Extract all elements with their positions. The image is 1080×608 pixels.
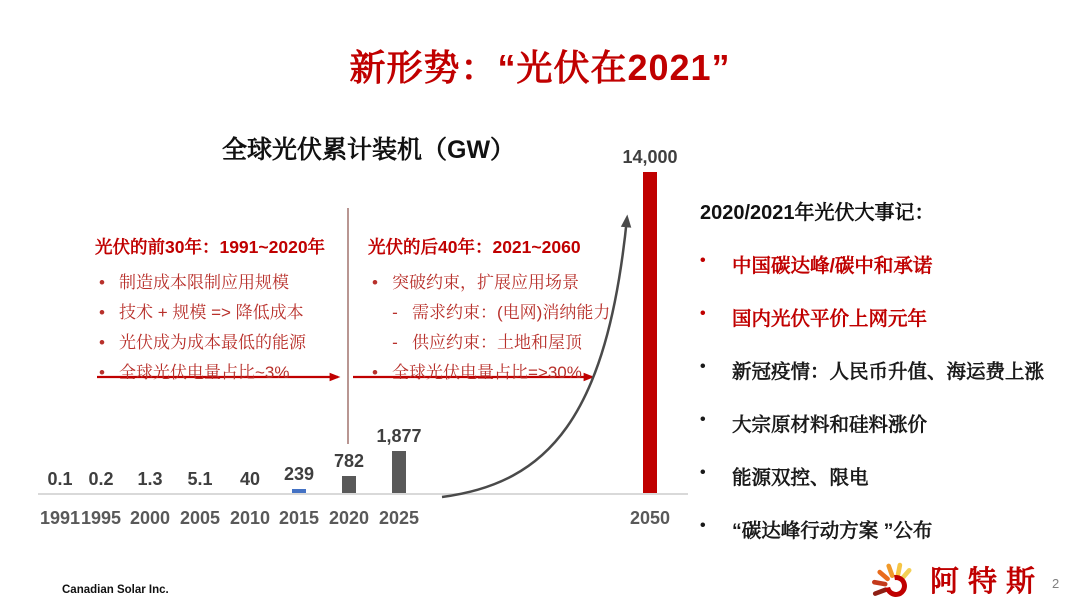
bar-value-label: 0.1 bbox=[47, 469, 73, 489]
bullet-marker: • bbox=[700, 358, 706, 375]
bullet-text: 国内光伏平价上网元年 bbox=[732, 308, 928, 330]
bullet-text: 全球光伏电量占比=>30% bbox=[392, 363, 582, 382]
era-box-bullet-list bbox=[368, 268, 613, 388]
x-axis-tick-label: 2015 bbox=[278, 508, 320, 528]
bullet-marker: - bbox=[392, 333, 398, 352]
events-list bbox=[700, 250, 1072, 543]
bar-2050 bbox=[643, 172, 657, 494]
era-box-bullet-list bbox=[95, 268, 357, 388]
bullet-text: 突破约束，扩展应用场景 bbox=[392, 273, 579, 292]
bar-value-label: 14,000 bbox=[622, 147, 678, 167]
canadian-solar-sun-logo-icon bbox=[866, 556, 920, 602]
page-number: 2 bbox=[1052, 576, 1060, 591]
list-item bbox=[700, 356, 1072, 384]
bullet-text: 能源双控、限电 bbox=[732, 467, 869, 489]
list-item bbox=[95, 358, 357, 388]
bullet-marker: • bbox=[99, 363, 105, 382]
list-item bbox=[368, 298, 613, 328]
bullet-marker: • bbox=[700, 411, 706, 428]
events-header: 2020/2021年光伏大事记： bbox=[700, 202, 935, 224]
era-box-next-40-years bbox=[368, 234, 613, 388]
bullet-text: 光伏成为成本最低的能源 bbox=[119, 333, 306, 352]
bullet-text: 全球光伏电量占比~3% bbox=[119, 363, 290, 382]
bullet-text: 技术 + 规模 => 降低成本 bbox=[119, 303, 304, 322]
x-axis-tick-label: 2000 bbox=[129, 508, 171, 528]
x-axis-tick-label: 1995 bbox=[80, 508, 122, 528]
era-box-first-30-years bbox=[95, 234, 357, 388]
bar-value-label: 1,877 bbox=[376, 426, 422, 446]
list-item bbox=[700, 250, 1072, 278]
list-item bbox=[368, 358, 613, 388]
footer-brand bbox=[866, 556, 1044, 602]
x-axis-tick-label: 2025 bbox=[378, 508, 420, 528]
bullet-marker: - bbox=[392, 303, 398, 322]
bullet-marker: • bbox=[99, 303, 105, 322]
footer-brand-name: 阿特斯 bbox=[930, 565, 1045, 598]
bullet-marker: • bbox=[372, 273, 378, 292]
chart-title: 全球光伏累计装机（GW） bbox=[222, 136, 516, 164]
bullet-marker: • bbox=[700, 252, 706, 269]
era-box-title: 光伏的前30年：1991~2020年 bbox=[95, 237, 326, 257]
bullet-marker: • bbox=[700, 517, 706, 534]
x-axis-tick-label: 1991 bbox=[39, 508, 81, 528]
bullet-marker: • bbox=[99, 273, 105, 292]
bar-value-label: 5.1 bbox=[187, 469, 213, 489]
bar-value-label: 1.3 bbox=[137, 469, 163, 489]
bar-value-label: 0.2 bbox=[88, 469, 114, 489]
bar-2015 bbox=[292, 489, 306, 494]
bullet-text: 中国碳达峰/碳中和承诺 bbox=[732, 255, 933, 277]
list-item bbox=[368, 268, 613, 298]
bullet-text: 大宗原材料和硅料涨价 bbox=[732, 414, 928, 436]
bullet-marker: • bbox=[700, 305, 706, 322]
list-item bbox=[95, 328, 357, 358]
x-axis-tick-label: 2020 bbox=[328, 508, 370, 528]
list-item bbox=[700, 303, 1072, 331]
footer-company-name: Canadian Solar Inc. bbox=[62, 584, 169, 596]
x-axis-tick-label: 2010 bbox=[229, 508, 271, 528]
bar-2020 bbox=[342, 476, 356, 494]
bar-value-label: 40 bbox=[239, 469, 261, 489]
list-item bbox=[700, 515, 1072, 543]
bullet-text: 需求约束：(电网)消纳能力 bbox=[412, 303, 611, 322]
bar-value-label: 782 bbox=[333, 451, 365, 471]
bullet-marker: • bbox=[700, 464, 706, 481]
bullet-text: 供应约束：土地和屋顶 bbox=[412, 333, 582, 352]
bar-2025 bbox=[392, 451, 406, 494]
bullet-text: 新冠疫情：人民币升值、海运费上涨 bbox=[732, 361, 1045, 383]
x-axis-tick-label: 2005 bbox=[179, 508, 221, 528]
list-item bbox=[700, 409, 1072, 437]
list-item bbox=[368, 328, 613, 358]
bullet-text: 制造成本限制应用规模 bbox=[119, 273, 289, 292]
events-panel bbox=[700, 196, 1072, 543]
x-axis-tick-label: 2050 bbox=[629, 508, 671, 528]
era-box-title: 光伏的后40年：2021~2060 bbox=[368, 237, 581, 257]
list-item bbox=[700, 462, 1072, 490]
bar-value-label: 239 bbox=[283, 464, 315, 484]
list-item bbox=[95, 298, 357, 328]
bullet-text: “碳达峰行动方案 ”公布 bbox=[732, 520, 933, 542]
list-item bbox=[95, 268, 357, 298]
bullet-marker: • bbox=[99, 333, 105, 352]
slide-title: 新形势：“光伏在2021” bbox=[349, 47, 731, 88]
bullet-marker: • bbox=[372, 363, 378, 382]
